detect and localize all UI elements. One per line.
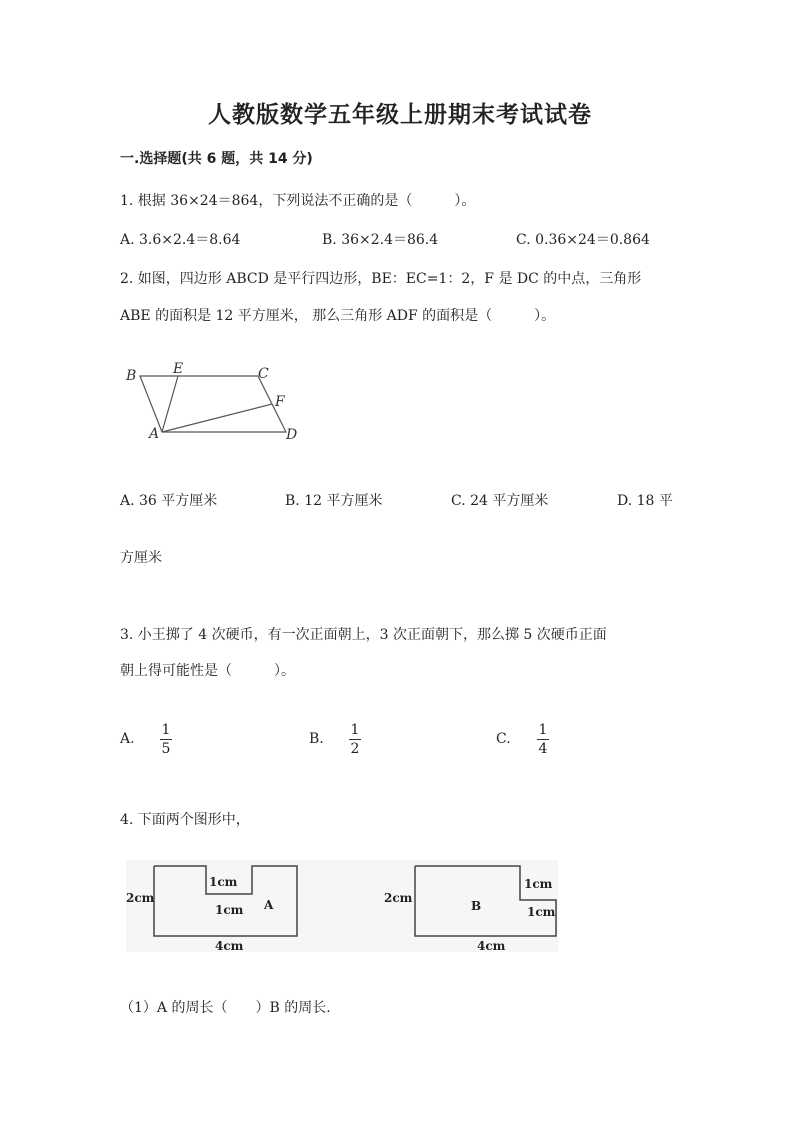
label-e: E [173,361,184,377]
question-1-option-a[interactable]: A. 3.6×2.4＝8.64 [120,232,241,248]
label-d: D [286,427,298,443]
shape-b-figure [382,860,562,952]
question-2-option-d-wrap: 方厘米 [120,550,162,566]
shape-a-notch-width-label: 1cm [215,903,244,917]
question-2-option-d[interactable]: D. 18 平 [617,493,673,509]
label-c: C [258,366,269,382]
question-3-stem-line2: 朝上得可能性是（ ）。 [120,663,295,679]
question-2-option-c[interactable]: C. 24 平方厘米 [451,493,549,509]
shape-b-width-label: 4cm [477,939,506,952]
question-1-option-b[interactable]: B. 36×2.4＝86.4 [322,232,439,248]
question-2-stem-line1: 2. 如图，四边形 ABCD 是平行四边形，BE：EC=1：2，F 是 DC 的中点，三角形 [120,271,642,287]
question-1-option-c[interactable]: C. 0.36×24＝0.864 [516,232,650,248]
question-3-stem-line1: 3. 小王掷了 4 次硬币，有一次正面朝上，3 次正面朝下，那么掷 5 次硬币正面 [120,627,607,643]
fraction-denominator: 2 [350,741,360,757]
shape-b-height-label: 2cm [384,891,413,905]
fraction-numerator: 1 [161,722,171,738]
question-2-option-b[interactable]: B. 12 平方厘米 [285,493,383,509]
question-2-option-a[interactable]: A. 36 平方厘米 [120,493,218,509]
shape-b-step-height-label: 1cm [524,877,553,891]
shape-a-width-label: 4cm [215,939,244,952]
question-4-sub1: （1）A 的周长（ ）B 的周长. [120,1000,331,1016]
question-3-option-a-fraction [160,722,172,757]
parallelogram-figure [118,358,318,448]
label-a: A [149,426,160,442]
shape-b-step-width-label: 1cm [527,905,556,919]
fraction-denominator: 4 [538,741,548,757]
question-1-stem: 1. 根据 36×24＝864，下列说法不正确的是（ ）。 [120,193,476,209]
question-4-stem: 4. 下面两个图形中， [120,812,250,828]
shape-b-name: B [471,899,482,913]
fraction-numerator: 1 [538,722,548,738]
label-b: B [126,368,137,384]
fraction-numerator: 1 [350,722,360,738]
question-3-option-b-label[interactable]: B. [309,731,324,747]
section-heading: 一.选择题(共 6 题，共 14 分) [120,151,313,167]
fraction-denominator: 5 [161,741,171,757]
question-3-option-c-fraction [537,722,549,757]
question-3-option-c-label[interactable]: C. [496,731,511,747]
label-f: F [275,394,285,410]
question-3-option-b-fraction [349,722,361,757]
shape-a-notch-height-label: 1cm [209,875,238,889]
shape-a-name: A [264,898,274,912]
question-3-option-a-label[interactable]: A. [120,731,135,747]
shape-a-figure [126,860,306,952]
page-title: 人教版数学五年级上册期末考试试卷 [208,102,592,128]
shape-a-height-label: 2cm [126,891,155,905]
question-2-stem-line2: ABE 的面积是 12 平方厘米， 那么三角形 ADF 的面积是（ ）。 [120,308,556,324]
